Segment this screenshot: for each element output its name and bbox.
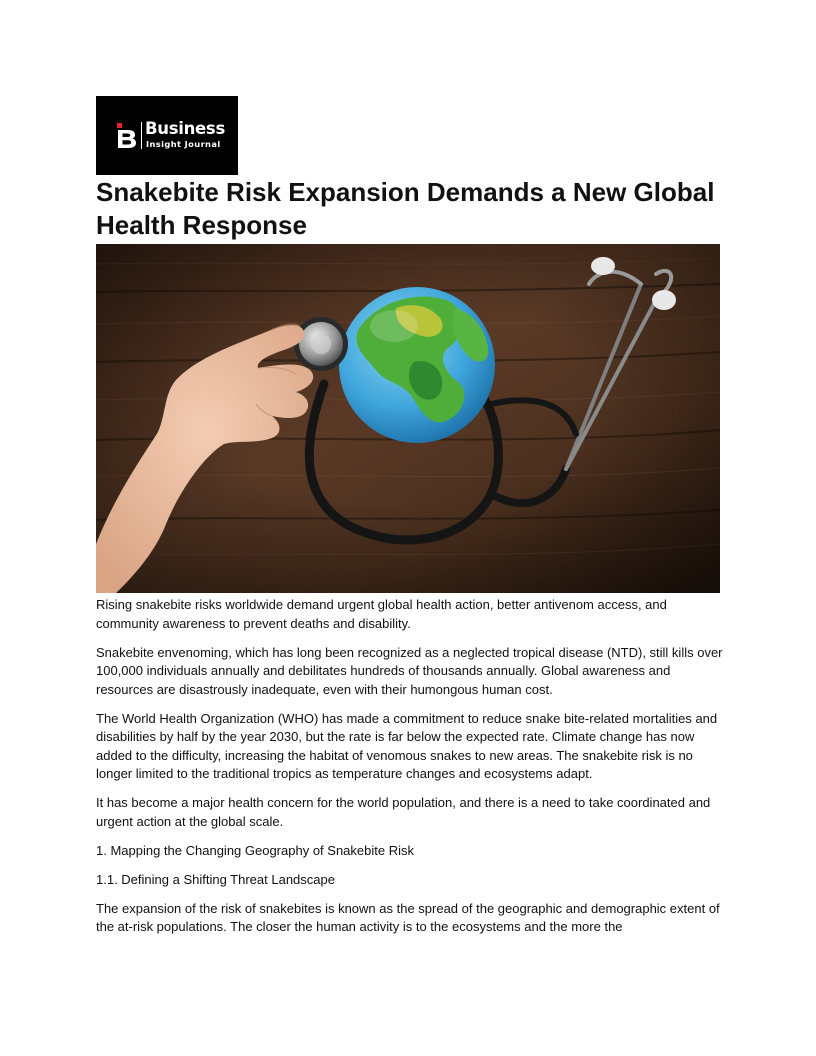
section-heading: 1. Mapping the Changing Geography of Snakebite Risk [96,842,414,858]
article-paragraph: Snakebite envenoming, which has long been recognized as a neglected tropical disease (NTD), still kills over 100,000 individuals annually and debilitates hundreds of thousands annually. Global awareness and resources are disastrously inadequate, even with their humongous human cost. [96,644,723,697]
article-paragraph: The expansion of the risk of snakebites is known as the spread of the geographic and demographic extent of the at-risk populations. The closer the human activity is to the ecosystems and the more the [96,900,720,934]
globe-stethoscope-photo-icon [96,244,720,593]
hero-image [96,244,720,593]
article-paragraph: The World Health Organization (WHO) has made a commitment to reduce snake bite-related mortalities and disabilities by half by the year 2030, but the rate is far below the expected rate. Climate change has now added to the difficulty, increasing the habitat of venomous snakes to new areas. The snakebite risk is no longer limited to the traditional tropics as temperature changes and ecosystems adapt. [96,710,718,781]
logo-subtitle: Insight Journal [146,139,221,149]
article-paragraph: It has become a major health concern for the world population, and there is a need to take coordinated and urgent action at the global scale. [96,795,711,829]
business-insight-journal-logo [96,96,238,175]
subsection-heading: 1.1. Defining a Shifting Threat Landscape [96,871,335,887]
logo-divider [141,122,142,149]
logo-word-business: Business [145,119,225,138]
article-title: Snakebite Risk Expansion Demands a New Global Health Response [96,177,715,240]
article-body [96,596,724,947]
article-paragraph: Rising snakebite risks worldwide demand urgent global health action, better antivenom access, and community awareness to prevent deaths and disability. [96,597,667,631]
logo-b-mark-icon [117,123,137,148]
